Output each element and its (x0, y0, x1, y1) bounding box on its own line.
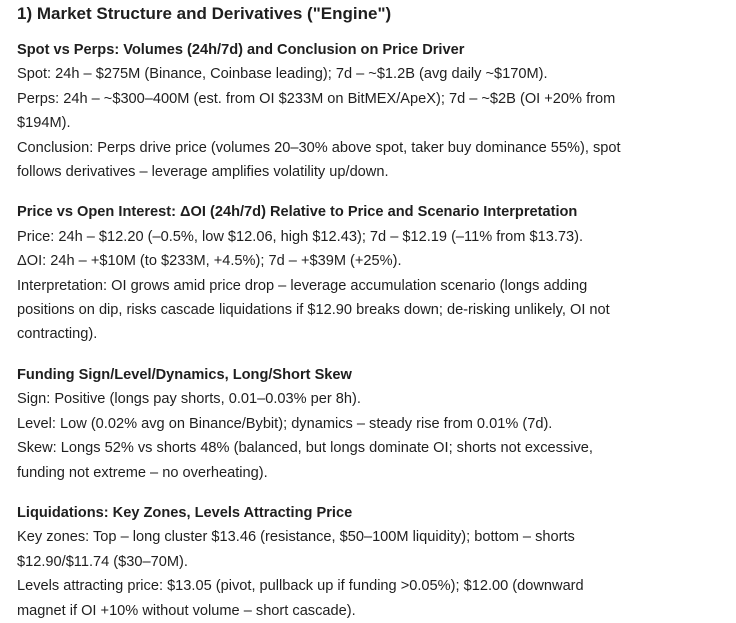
section (17, 501, 736, 623)
section-heading: Liquidations: Key Zones, Levels Attracting Price (17, 504, 353, 521)
body-line: Perps: 24h – ~$300–400M (est. from OI $233M on BitMEX/ApeX); 7d – ~$2B (OI +20% from (17, 90, 616, 107)
body-line: Spot: 24h – $275M (Binance, Coinbase leading); 7d – ~$1.2B (avg daily ~$170M). (17, 66, 548, 83)
page-title: 1) Market Structure and Derivatives ("Engine") (17, 4, 392, 23)
body-line: Price: 24h – $12.20 (–0.5%, low $12.06, high $12.43); 7d – $12.19 (–11% from $13.73). (17, 228, 584, 245)
section-heading: Spot vs Perps: Volumes (24h/7d) and Conclusion on Price Driver (17, 42, 465, 58)
body-line: Sign: Positive (longs pay shorts, 0.01–0.03% per 8h). (17, 391, 361, 408)
body-line: Level: Low (0.02% avg on Binance/Bybit); dynamics – steady rise from 0.01% (7d). (17, 415, 553, 432)
section-heading: Funding Sign/Level/Dynamics, Long/Short Skew (17, 366, 352, 383)
body-line: contracting). (17, 326, 98, 343)
body-line: Levels attracting price: $13.05 (pivot, pullback up if funding >0.05%); $12.00 (downward (17, 578, 584, 595)
body-line: $12.90/$11.74 ($30–70M). (17, 553, 188, 570)
section (17, 363, 736, 485)
body-line: magnet if OI +10% without volume – short cascade). (17, 602, 356, 619)
body-line: ΔOI: 24h – +$10M (to $233M, +4.5%); 7d – +$39M (+25%). (17, 253, 402, 270)
section (17, 38, 736, 184)
body-line: Key zones: Top – long cluster $13.46 (resistance, $50–100M liquidity); bottom – shorts (17, 529, 575, 546)
body-line: follows derivatives – leverage amplifies volatility up/down. (17, 164, 389, 181)
body-line: Conclusion: Perps drive price (volumes 20–30% above spot, taker buy dominance 55%), spot (17, 139, 621, 156)
body-line: positions on dip, risks cascade liquidations if $12.90 breaks down; de-risking unlikely, OI not (17, 302, 610, 319)
section-heading: Price vs Open Interest: ΔOI (24h/7d) Relative to Price and Scenario Interpretation (17, 204, 578, 221)
section (17, 200, 736, 346)
body-line: $194M). (17, 115, 71, 132)
body-line: Skew: Longs 52% vs shorts 48% (balanced, but longs dominate OI; shorts not excessive, (17, 440, 593, 457)
body-line: Interpretation: OI grows amid price drop – leverage accumulation scenario (longs adding (17, 277, 588, 294)
body-line: funding not extreme – no overheating). (17, 464, 268, 481)
